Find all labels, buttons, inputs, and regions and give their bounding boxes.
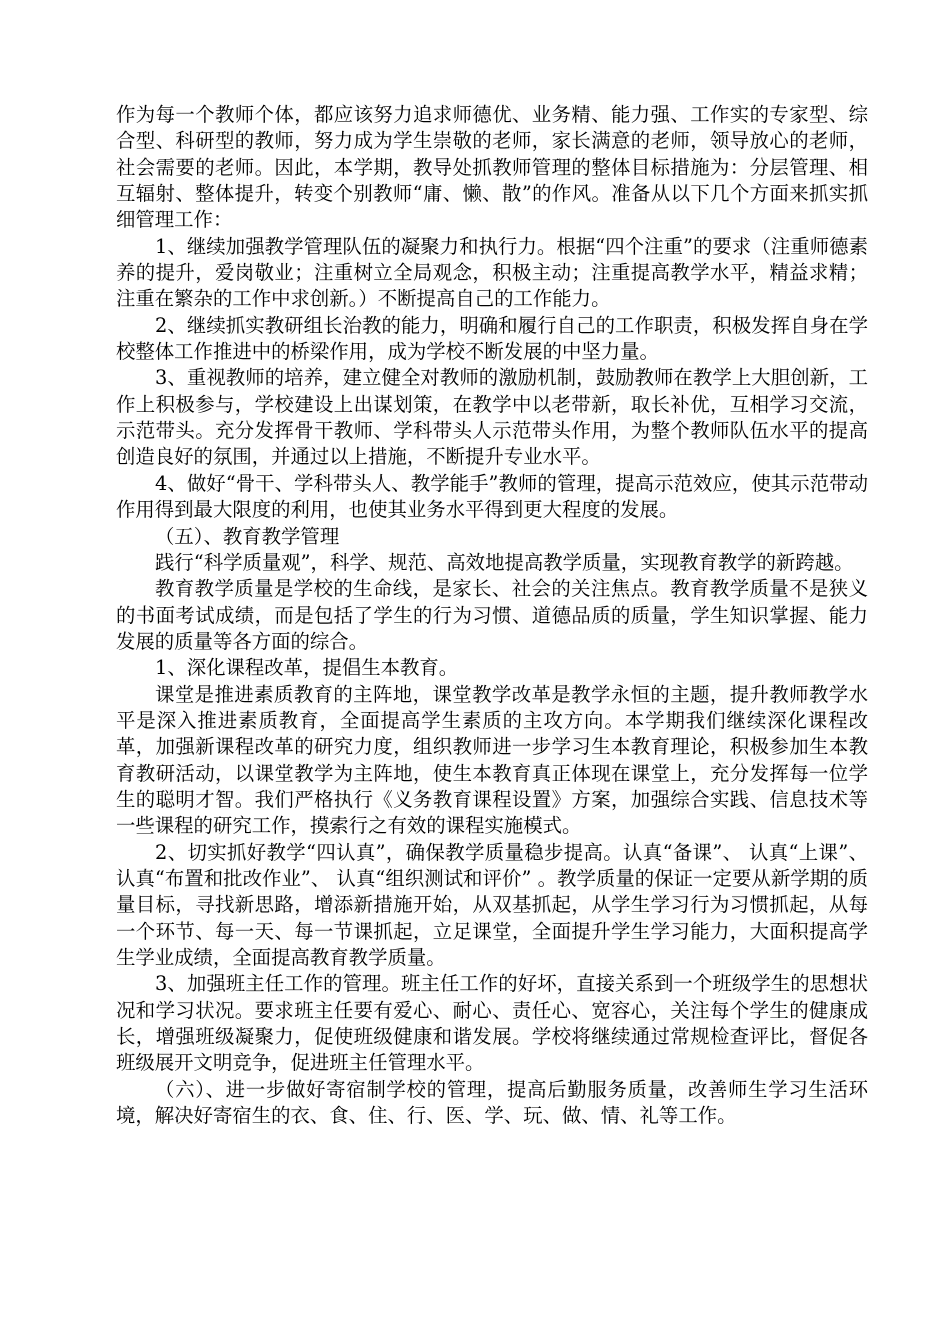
paragraph-quality-view: 践行“科学质量观”，科学、规范、高效地提高教学质量，实现教育教学的新跨越。 [155, 550, 854, 574]
paragraph-item-3: 3、重视教师的培养，建立健全对教师的激励机制，鼓励教师在教学上大胆创新，工作上积极参与，学校建设上出谋划策，在教学中以老带新，取长补优，互相学习交流，示范带头。充分发挥骨干教师、学科带头人示范带头作用，为整个教师队伍水平的提高创造良好的氛围，并通过以上措施，不断提升专业水平。 [116, 366, 868, 469]
paragraph-subitem-3: 3、加强班主任工作的管理。班主任工作的好坏，直接关系到一个班级学生的思想状况和学习状况。要求班主任要有爱心、耐心、责任心、宽容心，关注每个学生的健康成长，增强班级凝聚力，促使班级健康和谐发展。学校将继续通过常规检查评比，督促各班级展开文明竞争，促进班主任管理水平。 [116, 972, 868, 1075]
paragraph-item-1: 1、继续加强教学管理队伍的凝聚力和执行力。根据“四个注重”的要求（注重师德素养的提升，爱岗敬业；注重树立全局观念，积极主动；注重提高教学水平，精益求精；注重在繁杂的工作中求创新。）不断提高自己的工作能力。 [116, 234, 868, 311]
paragraph-intro: 作为每一个教师个体，都应该努力追求师德优、业务精、能力强、工作实的专家型、综合型、科研型的教师，努力成为学生崇敬的老师，家长满意的老师，领导放心的老师，社会需要的老师。因此，本学期，教导处抓教师管理的整体目标措施为：分层管理、相互辐射、整体提升，转变个别教师“庸、懒、散”的作风。准备从以下几个方面来抓实抓细管理工作： [116, 103, 868, 232]
paragraph-subitem-1: 1、深化课程改革，提倡生本教育。 [155, 656, 459, 680]
paragraph-item-4: 4、做好“骨干、学科带头人、教学能手”教师的管理，提高示范效应，使其示范带动作用得到最大限度的利用，也使其业务水平得到更大程度的发展。 [116, 471, 868, 522]
paragraph-subitem-2: 2、切实抓好教学“四认真”，确保教学质量稳步提高。认真“备课”、 认真“上课”、 认真“布置和批改作业”、 认真“组织测试和评价” 。教学质量的保证一定要从新学期的质量目标，寻找新思路，增添新措施开始，从双基抓起，从学生学习行为习惯抓起，从每一个环节、每一天、每一节课抓起，立足课堂，全面提升学生学习能力，大面积提高学生学业成绩，全面提高教育教学质量。 [116, 840, 868, 969]
section-heading-6: （六）、进一步做好寄宿制学校的管理，提高后勤服务质量，改善师生学习生活环境，解决好寄宿生的衣、食、住、行、医、学、玩、做、情、礼等工作。 [116, 1077, 868, 1128]
document-body [116, 102, 868, 1129]
paragraph-item-2: 2、继续抓实教研组长治教的能力，明确和履行自己的工作职责，积极发挥自身在学校整体工作推进中的桥梁作用，成为学校不断发展的中坚力量。 [116, 313, 868, 364]
section-heading-5: （五）、教育教学管理 [155, 524, 340, 548]
paragraph-classroom: 课堂是推进素质教育的主阵地，课堂教学改革是教学永恒的主题，提升教师教学水平是深入推进素质教育，全面提高学生素质的主攻方向。本学期我们继续深化课程改革，加强新课程改革的研究力度，组织教师进一步学习生本教育理论，积极参加生本教育教研活动，以课堂教学为主阵地，使生本教育真正体现在课堂上，充分发挥每一位学生的聪明才智。我们严格执行《义务教育课程设置》方案，加强综合实践、信息技术等一些课程的研究工作，摸索行之有效的课程实施模式。 [116, 682, 868, 838]
paragraph-quality-lifeline: 教育教学质量是学校的生命线，是家长、社会的关注焦点。教育教学质量不是狭义的书面考试成绩，而是包括了学生的行为习惯、道德品质的质量，学生知识掌握、能力发展的质量等各方面的综合。 [116, 577, 868, 653]
